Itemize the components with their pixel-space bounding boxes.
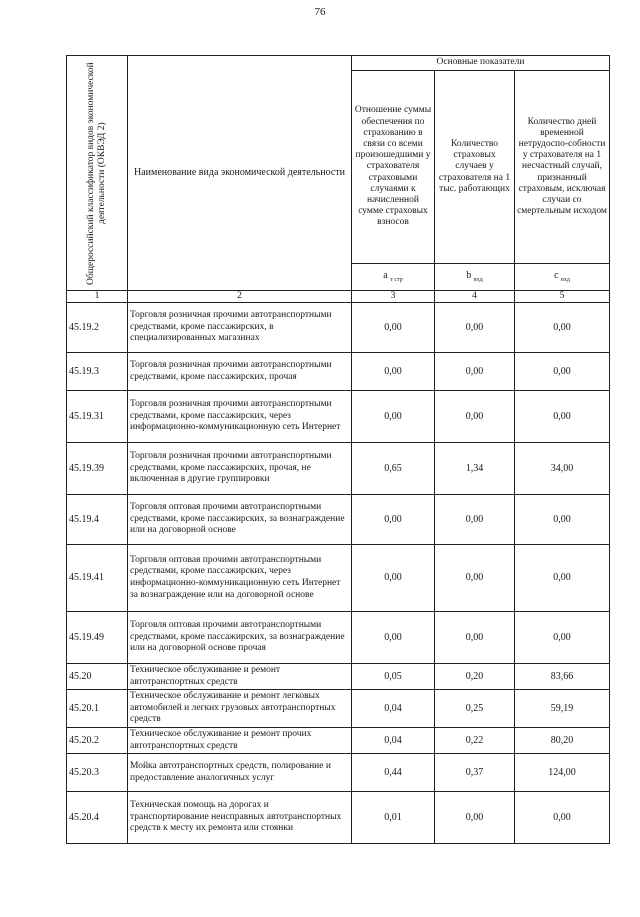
table-row xyxy=(67,792,610,844)
okved-code: 45.19.39 xyxy=(67,443,128,495)
value-a: 0,04 xyxy=(352,690,435,728)
value-b: 0,25 xyxy=(435,690,515,728)
value-c: 34,00 xyxy=(515,443,610,495)
header-activity-name: Наименование вида экономической деятельности xyxy=(128,56,352,291)
insurance-indicators-table xyxy=(66,55,610,844)
value-b: 1,34 xyxy=(435,443,515,495)
value-b: 0,20 xyxy=(435,664,515,690)
column-number: 5 xyxy=(515,291,610,303)
table-row xyxy=(67,754,610,792)
header-ratio: Отношение суммы обеспечения по страхованию в связи со всеми произошедшими у страхователя страховыми случаями к начисленной сумме страховых взносов xyxy=(352,71,435,264)
value-c: 0,00 xyxy=(515,303,610,353)
value-a: 0,00 xyxy=(352,353,435,391)
table-row xyxy=(67,353,610,391)
value-a: 0,00 xyxy=(352,612,435,664)
value-b: 0,00 xyxy=(435,353,515,391)
value-c: 0,00 xyxy=(515,353,610,391)
activity-name: Техническая помощь на дорогах и транспортирование неисправных автотранспортных средств к месту их ремонта или стоянки xyxy=(128,792,352,844)
activity-name: Мойка автотранспортных средств, полирование и предоставление аналогичных услуг xyxy=(128,754,352,792)
header-main-indicators: Основные показатели xyxy=(352,56,610,71)
header-okved xyxy=(67,56,128,291)
value-c: 59,19 xyxy=(515,690,610,728)
activity-name: Торговля розничная прочими автотранспортными средствами, кроме пассажирских, прочая, не включенная в другие группировки xyxy=(128,443,352,495)
activity-name: Торговля оптовая прочими автотранспортными средствами, кроме пассажирских, через информационно-коммуникационную сеть Интернет за вознаграждение или на договорной основе xyxy=(128,545,352,612)
okved-code: 45.19.3 xyxy=(67,353,128,391)
symbol-c: c $_{вхд}$ xyxy=(515,264,610,291)
value-a: 0,04 xyxy=(352,728,435,754)
table-row xyxy=(67,303,610,353)
value-c: 80,20 xyxy=(515,728,610,754)
table-row xyxy=(67,443,610,495)
header-days-per-case: Количество дней временной нетрудоспо-собности у страхователя на 1 несчастный случай, признанный страховым, исключая случаи со смертельным исходом xyxy=(515,71,610,264)
value-c: 0,00 xyxy=(515,391,610,443)
value-b: 0,37 xyxy=(435,754,515,792)
okved-code: 45.20.3 xyxy=(67,754,128,792)
okved-code: 45.19.4 xyxy=(67,495,128,545)
value-a: 0,00 xyxy=(352,495,435,545)
value-a: 0,00 xyxy=(352,303,435,353)
okved-code: 45.19.41 xyxy=(67,545,128,612)
column-number: 4 xyxy=(435,291,515,303)
value-a: 0,05 xyxy=(352,664,435,690)
activity-name: Торговля оптовая прочими автотранспортными средствами, кроме пассажирских, за вознаграждение или на договорной основе xyxy=(128,495,352,545)
okved-code: 45.19.31 xyxy=(67,391,128,443)
table-row xyxy=(67,690,610,728)
value-a: 0,65 xyxy=(352,443,435,495)
value-c: 0,00 xyxy=(515,495,610,545)
activity-name: Торговля розничная прочими автотранспортными средствами, кроме пассажирских, через информационно-коммуникационную сеть Интернет xyxy=(128,391,352,443)
activity-name: Техническое обслуживание и ремонт автотранспортных средств xyxy=(128,664,352,690)
value-b: 0,22 xyxy=(435,728,515,754)
table-row xyxy=(67,495,610,545)
value-c: 0,00 xyxy=(515,545,610,612)
okved-code: 45.20.4 xyxy=(67,792,128,844)
table-row xyxy=(67,612,610,664)
value-c: 83,66 xyxy=(515,664,610,690)
value-c: 124,00 xyxy=(515,754,610,792)
value-c: 0,00 xyxy=(515,792,610,844)
symbol-b: b $_{вхд}$ xyxy=(435,264,515,291)
okved-code: 45.20.1 xyxy=(67,690,128,728)
activity-name: Техническое обслуживание и ремонт легковых автомобилей и легких грузовых автотранспортных средств xyxy=(128,690,352,728)
header-okved-label: Общероссийский классификатор видов экономической деятельности (ОКВЭД 2) xyxy=(86,61,107,285)
value-a: 0,00 xyxy=(352,545,435,612)
value-a: 0,44 xyxy=(352,754,435,792)
column-number: 2 xyxy=(128,291,352,303)
activity-name: Техническое обслуживание и ремонт прочих автотранспортных средств xyxy=(128,728,352,754)
value-b: 0,00 xyxy=(435,495,515,545)
value-b: 0,00 xyxy=(435,612,515,664)
value-c: 0,00 xyxy=(515,612,610,664)
value-a: 0,01 xyxy=(352,792,435,844)
activity-name: Торговля розничная прочими автотранспортными средствами, кроме пассажирских, прочая xyxy=(128,353,352,391)
table-row xyxy=(67,391,610,443)
column-number: 1 xyxy=(67,291,128,303)
page-number: 76 xyxy=(314,6,326,18)
activity-name: Торговля оптовая прочими автотранспортными средствами, кроме пассажирских, за вознаграждение или на договорной основе прочая xyxy=(128,612,352,664)
value-b: 0,00 xyxy=(435,545,515,612)
okved-code: 45.19.2 xyxy=(67,303,128,353)
value-a: 0,00 xyxy=(352,391,435,443)
okved-code: 45.19.49 xyxy=(67,612,128,664)
okved-code: 45.20 xyxy=(67,664,128,690)
header-cases-per-thousand: Количество страховых случаев у страхователя на 1 тыс. работающих xyxy=(435,71,515,264)
table-row xyxy=(67,728,610,754)
value-b: 0,00 xyxy=(435,303,515,353)
table-row xyxy=(67,545,610,612)
table-row xyxy=(67,664,610,690)
okved-code: 45.20.2 xyxy=(67,728,128,754)
value-b: 0,00 xyxy=(435,792,515,844)
symbol-a: a $_{т стр}$ xyxy=(352,264,435,291)
column-numbers-row xyxy=(67,291,610,303)
activity-name: Торговля розничная прочими автотранспортными средствами, кроме пассажирских, в специализированных магазинах xyxy=(128,303,352,353)
column-number: 3 xyxy=(352,291,435,303)
value-b: 0,00 xyxy=(435,391,515,443)
